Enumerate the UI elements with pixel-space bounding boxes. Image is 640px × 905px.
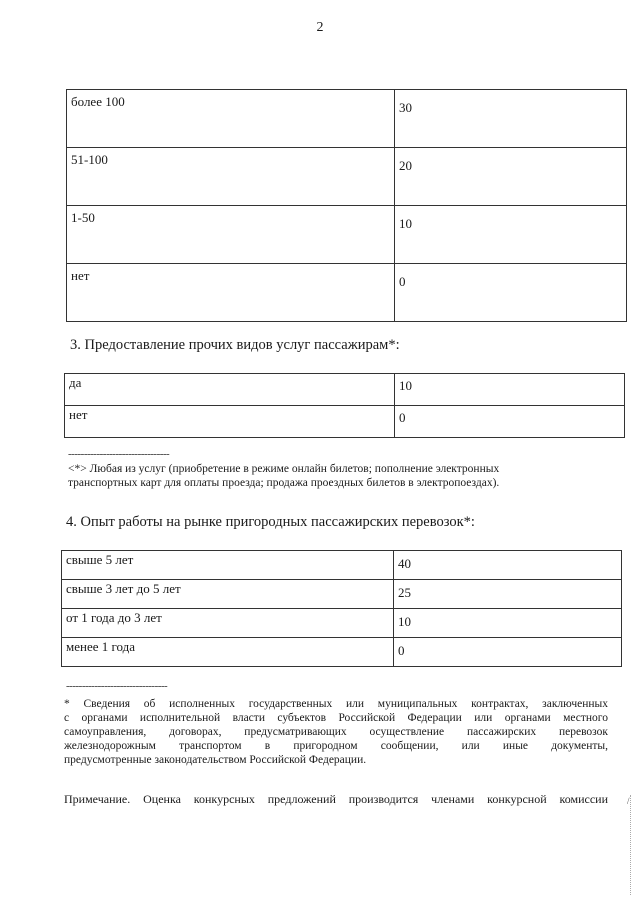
table-row xyxy=(67,90,627,148)
footnote-line: * Сведения об исполненных государственных или муниципальных контрактах, заключенных xyxy=(64,698,608,710)
table-cell-label xyxy=(65,406,395,438)
services-score-table xyxy=(64,373,625,438)
table-cell-label xyxy=(67,90,395,148)
experience-score-table xyxy=(61,550,622,667)
table-cell-label xyxy=(62,609,394,638)
table-cell-score xyxy=(395,206,627,264)
footnote-experience xyxy=(64,697,608,767)
table-row xyxy=(62,609,622,638)
table-cell-score xyxy=(395,374,625,406)
cell-score: 20 xyxy=(399,158,412,173)
footnote-separator: -------------------------------- xyxy=(66,680,168,692)
cell-score: 10 xyxy=(399,216,412,231)
table-cell-score xyxy=(394,580,622,609)
table-cell-label xyxy=(67,206,395,264)
table-cell-score xyxy=(395,148,627,206)
footnote-services xyxy=(68,462,608,490)
table-row xyxy=(67,264,627,322)
cell-label: от 1 года до 3 лет xyxy=(66,610,162,625)
cell-label: нет xyxy=(71,268,90,283)
table-cell-score xyxy=(394,638,622,667)
cell-label: более 100 xyxy=(71,94,125,109)
table-cell-score xyxy=(395,264,627,322)
volume-score-table xyxy=(66,89,627,322)
table-cell-score xyxy=(395,406,625,438)
footnote-line: железнодорожным транспортом в пригородном сообщении, или иные документы, xyxy=(64,740,608,752)
cell-score: 10 xyxy=(399,378,412,393)
table-cell-score xyxy=(394,609,622,638)
section-heading-experience: 4. Опыт работы на рынке пригородных пассажирских перевозок*: xyxy=(66,514,475,530)
cell-score: 30 xyxy=(399,100,412,115)
scan-tick-mark: / xyxy=(627,796,630,806)
table-cell-label xyxy=(67,264,395,322)
table-cell-score xyxy=(394,551,622,580)
footnote-line: <*> Любая из услуг (приобретение в режиме онлайн билетов; пополнение электронных xyxy=(68,463,500,475)
cell-label: свыше 5 лет xyxy=(66,552,134,567)
cell-label: нет xyxy=(69,407,88,422)
table-row xyxy=(62,551,622,580)
footnote-separator: -------------------------------- xyxy=(68,448,170,460)
cell-score: 10 xyxy=(398,614,411,629)
cell-label: менее 1 года xyxy=(66,639,136,654)
cell-label: да xyxy=(69,375,82,390)
cell-score: 0 xyxy=(399,274,406,289)
note-paragraph: Примечание. Оценка конкурсных предложений производится членами конкурсной комиссии xyxy=(64,792,608,806)
footnote-line: предусмотренные законодательством Российской Федерации. xyxy=(64,754,367,766)
cell-score: 25 xyxy=(398,585,411,600)
cell-score: 40 xyxy=(398,556,411,571)
scan-margin-mark xyxy=(630,795,632,895)
table-row xyxy=(67,148,627,206)
footnote-line: самоуправления, договорах, предусматривающих осуществление пассажирских перевозок xyxy=(64,726,608,738)
table-row xyxy=(67,206,627,264)
table-row xyxy=(65,374,625,406)
table-cell-label xyxy=(65,374,395,406)
table-row xyxy=(62,580,622,609)
section-heading-services: 3. Предоставление прочих видов услуг пассажирам*: xyxy=(70,337,400,353)
cell-score: 0 xyxy=(399,410,406,425)
table-row xyxy=(62,638,622,667)
table-cell-label xyxy=(62,551,394,580)
cell-score: 0 xyxy=(398,643,405,658)
table-row xyxy=(65,406,625,438)
cell-label: 1-50 xyxy=(71,210,95,225)
table-cell-score xyxy=(395,90,627,148)
table-cell-label xyxy=(67,148,395,206)
cell-label: свыше 3 лет до 5 лет xyxy=(66,581,181,596)
footnote-line: транспортных карт для оплаты проезда; продажа проездных билетов в электропоездах). xyxy=(68,477,500,489)
table-cell-label xyxy=(62,638,394,667)
cell-label: 51-100 xyxy=(71,152,108,167)
page-number: 2 xyxy=(316,20,324,35)
footnote-line: с органами исполнительной власти субъектов Российской Федерации или органами местного xyxy=(64,712,608,724)
table-cell-label xyxy=(62,580,394,609)
